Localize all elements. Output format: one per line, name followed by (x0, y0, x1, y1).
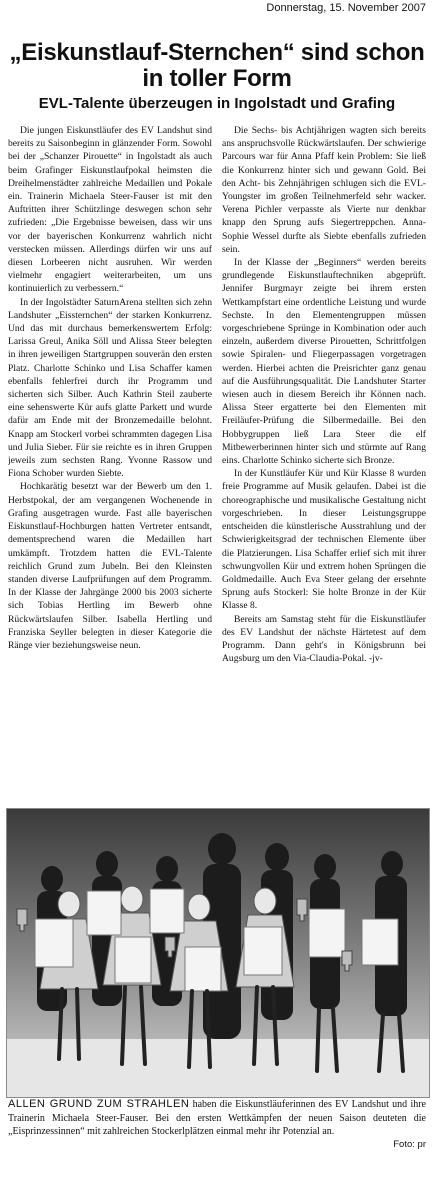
photo-caption (8, 1098, 426, 1139)
paragraph: Bereits am Samstag steht für die Eiskunstläufer des EV Landshut der nächste Härtetest auf dem Programm. Dann geht's in Königsbrunn bei Augsburg um den Via-Claudia-Pokal. -jv- (222, 613, 426, 665)
caption-text: haben die Eiskunstläuferinnen des EV Landshut und ihre Trainerin Michaela Steer-Fauser. Bei den ersten Wettkämpfen der neuen Saison deuteten die „Eisprinzessinnen“ mit zahlreichen Stockerlplätzen einmal mehr ihr Potenzial an. (8, 1099, 426, 1137)
headline: „Eiskunstlauf-Sternchen“ sind schon in toller Form (9, 39, 425, 92)
paragraph: In der Kunstläufer Kür und Kür Klasse 8 wurden freie Programme auf Musik gelaufen. Dabei ist die choreographische und musikalische Gestaltung nicht vorgeschrieben. In dieser Leistungsgruppe entscheiden die künstlerische Ausstrahlung und der Schwierigkeitsgrad der technischen Elemente über die Platzierungen. Lisa Schaffer erlief sich mit ihrer schwungvollen Kür und extrem hohen Sprüngen die Goldmedaille. Auch Eva Steer gelang der ersehnte Sprung aufs Stockerl: Sie holte Bronze in der Kür Klasse 8. (222, 468, 426, 612)
article-column-left (8, 124, 212, 806)
paragraph: Hochkarätig besetzt war der Bewerb um den 1. Herbstpokal, der am vergangenen Wochenende in Grafing ausgetragen wurde. Fast alle bayerischen Eiskunstlauf-Hochburgen hatten Vertreter entsandt, dementsprechend waren die Medaillen hart umkämpft. Trotzdem hatten die EVL-Talente reichlich Grund zum Jubeln. Bei den Kleinsten standen diverse Laufprüfungen auf dem Programm. In der Klasse der Jahrgänge 2000 bis 2003 sicherte sich Tobias Hertling im Bewerb ohne Rückwärtslaufen Silber. Isabella Hertling und Franziska Seyller belegten in dieser Kategorie die Ränge vier beziehungsweise neun. (8, 481, 212, 651)
paragraph: In der Ingolstädter SaturnArena stellten sich zehn Landshuter „Eissternchen“ der starken Konkurrenz. Und das mit durchaus bemerkenswertem Erfolg: Larissa Greul, Anika Söll und Alissa Steer belegten in ihren jeweiligen Startgruppen souverän den ersten Platz. Charlotte Schinko und Lisa Schaffer kamen ebenfalls fehlerfrei durch ihr Programm und sicherten sich Silber. Auch Kathrin Steil zauberte eine sehenswerte Kür aufs glatte Parkett und wurde dafür am Ende mit der Bronzemedaille belohnt. Knapp am Stockerl vorbei schrammten dagegen Lisa und Julia Sieber. Für sie reichte es in ihren Gruppen jeweils zum sechsten Rang. Yvonne Rassow und Fiona Schober wurden Siebte. (8, 296, 212, 480)
team-photo (6, 808, 430, 1098)
caption-lead: ALLEN GRUND ZUM STRAHLEN (8, 1098, 190, 1110)
team-photo-illustration (7, 809, 429, 1097)
dateline: Donnerstag, 15. November 2007 (266, 2, 426, 14)
photo-credit: Foto: pr (393, 1139, 426, 1150)
subheadline: EVL-Talente überzeugen in Ingolstadt und Grafing (38, 95, 396, 112)
article-column-right (222, 124, 426, 806)
paragraph: Die jungen Eiskunstläufer des EV Landshut sind bereits zu Saisonbeginn in glänzender Form. Sowohl bei der „Schanzer Pirouette“ in Ingolstadt als auch beim Grafinger Eiskunstlaufpokal heimsten die Dreihelmenstädter zahlreiche Medaillen und Pokale ein. Trainerin Michaela Steer-Fauser ist mit den Auftritten ihrer Schützlinge deswegen schon sehr zufrieden: „Die Ergebnisse beweisen, dass wir uns vor der bayerischen Konkurrenz wahrlich nicht verstecken müssen. Allerdings dürfen wir uns auf diesen Lorbeeren nicht ausruhen. Wir werden vielmehr engagiert weiterarbeiten, um uns kontinuierlich zu verbessern.“ (8, 125, 212, 295)
paragraph: Die Sechs- bis Achtjährigen wagten sich bereits ans anspruchsvolle Rückwärtslaufen. Der schwierige Parcours war für Anna Pfaff kein Problem: Sie ließ die Konkurrenz hinter sich und gewann Gold. Bei den Acht- bis Zehnjährigen schlugen sich die EVL-Youngster im großen Teilnehmerfeld sehr wacker. Verena Pichler verpasste als Vierte nur denkbar knapp den Sprung aufs Siegertreppchen. Anna-Sophie Wessel durfte als Siebte ebenfalls zufrieden sein. (222, 125, 426, 255)
paragraph: In der Klasse der „Beginners“ werden bereits grundlegende Eiskunstlauftechniken abgeprüft. Jennifer Burgmayr zeigte bei ihrem ersten Wettkampfstart eine ordentliche Leistung und wurde Sechste. In den Elementengruppen müssen vorgeschriebene Sprünge in Kombination oder auch einzeln, außerdem diverse Pirouetten, Schrittfolgen sowie Spiralen- und Fliegerpassagen vorgetragen werden. Hierbei achten die Preisrichter ganz genau auf die Ausführungsqualität. Die Landshuter Starter wiesen auch in diesem Bereich ihr Können nach. Alissa Steer ergatterte bei den Elementen mit Freiläufer-Prüfung die Silbermedaille. Bei den Hobbygruppen ließ Lara Steer die elf Mitbewerberinnen hinter sich und stürmte auf Rang eins. Charlotte Schinko sicherte sich Bronze. (222, 257, 426, 467)
